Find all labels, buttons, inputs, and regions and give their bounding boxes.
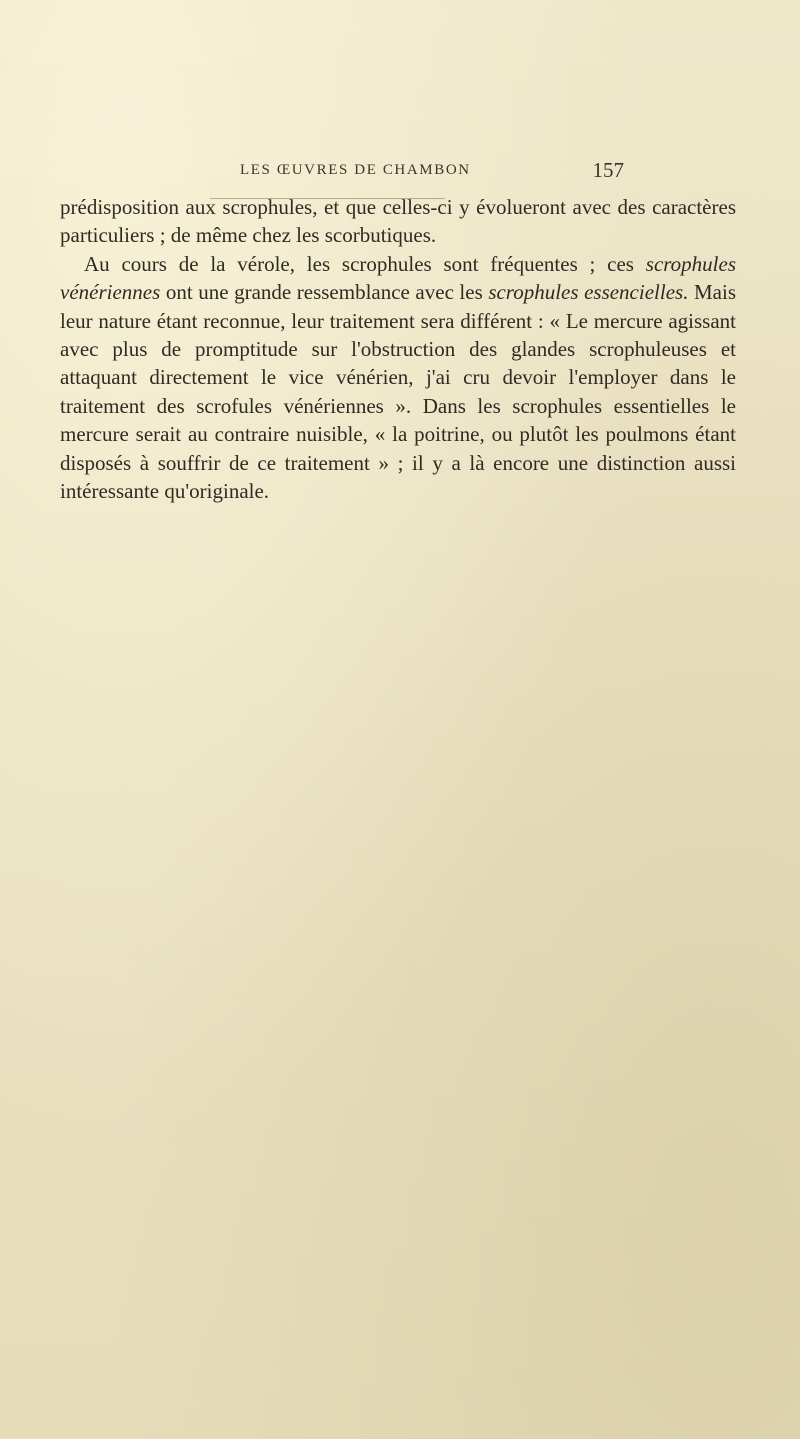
paragraph-2-text-c: Mais leur nature étant reconnue, leur traitement sera différent : « Le mercure agissant avec plus de promptitude sur l'obstruction des glandes scrophuleuses et attaquant directement le vice vénérien, j'ai cru devoir l'employer dans le traitement des scrofules vénériennes ». Dans les scrophules essentielles le mercure serait au contraire nuisible, « la poitrine, ou plutôt les poulmons étant disposés à souffrir de ce traitement » ; il y a là encore une distinction aussi intéressante qu'originale.	[60, 280, 736, 504]
paragraph-2	[60, 250, 736, 506]
paragraph-2-italic-2: scrophules essencielles.	[488, 280, 689, 305]
page-header	[200, 158, 624, 190]
page-number: 157	[592, 158, 624, 182]
body-text	[60, 193, 736, 505]
paragraph-2-text-b: ont une grande ressemblance avec les	[160, 280, 489, 305]
paragraph-2-text-a: Au cours de la vérole, les scrophules sont fréquentes ; ces	[84, 251, 646, 276]
paragraph-1: prédisposition aux scrophules, et que celles-ci y évolueront avec des caractères particuliers ; de même chez les scorbutiques.	[60, 195, 736, 248]
running-title: LES ŒUVRES DE CHAMBON	[240, 162, 471, 178]
paragraph-2-italic-1: scrophules vénériennes	[60, 251, 736, 305]
